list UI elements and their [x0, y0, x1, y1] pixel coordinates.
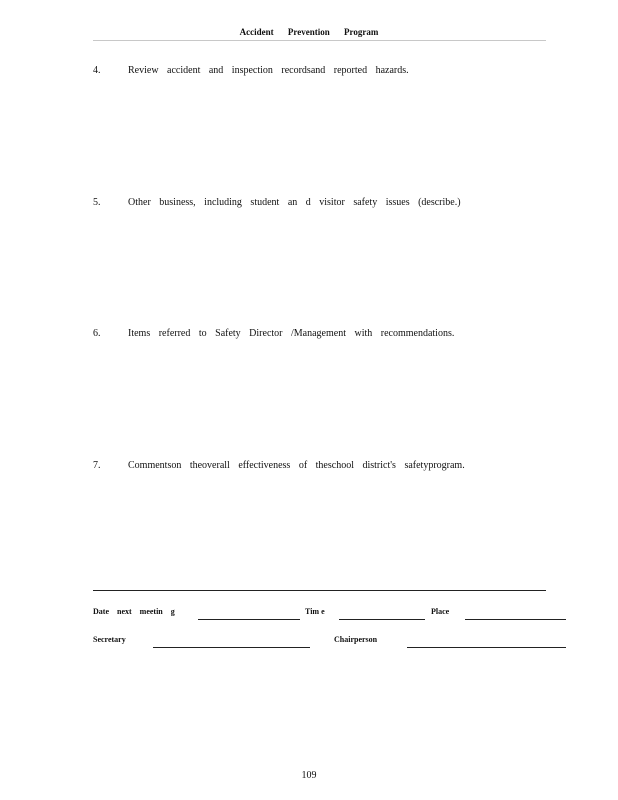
place-field[interactable]	[465, 619, 566, 620]
next-meeting-label: Date next meetin g	[93, 607, 175, 616]
agenda-item-number: 6.	[93, 328, 101, 339]
time-field[interactable]	[339, 619, 425, 620]
section-divider	[93, 590, 546, 591]
place-label: Place	[431, 607, 450, 616]
agenda-item-number: 7.	[93, 460, 101, 471]
agenda-item-text: Items referred to Safety Director /Management with recommendations.	[128, 328, 455, 339]
chairperson-field[interactable]	[407, 647, 566, 648]
chairperson-label: Chairperson	[334, 635, 378, 644]
agenda-item-text: Commentson theoverall effectiveness of theschool district's safetyprogram.	[128, 460, 465, 471]
agenda-item-text: Other business, including student an d visitor safety issues (describe.)	[128, 197, 461, 208]
header-divider	[93, 40, 546, 41]
secretary-field[interactable]	[153, 647, 310, 648]
agenda-item-number: 4.	[93, 65, 101, 76]
page-header-title: Accident Prevention Program	[239, 27, 379, 37]
page-number: 109	[301, 770, 317, 781]
time-label: Tim e	[305, 607, 325, 616]
agenda-item-text: Review accident and inspection recordsand reported hazards.	[128, 65, 409, 76]
next-meeting-date-field[interactable]	[198, 619, 300, 620]
agenda-item-number: 5.	[93, 197, 101, 208]
secretary-label: Secretary	[93, 635, 126, 644]
